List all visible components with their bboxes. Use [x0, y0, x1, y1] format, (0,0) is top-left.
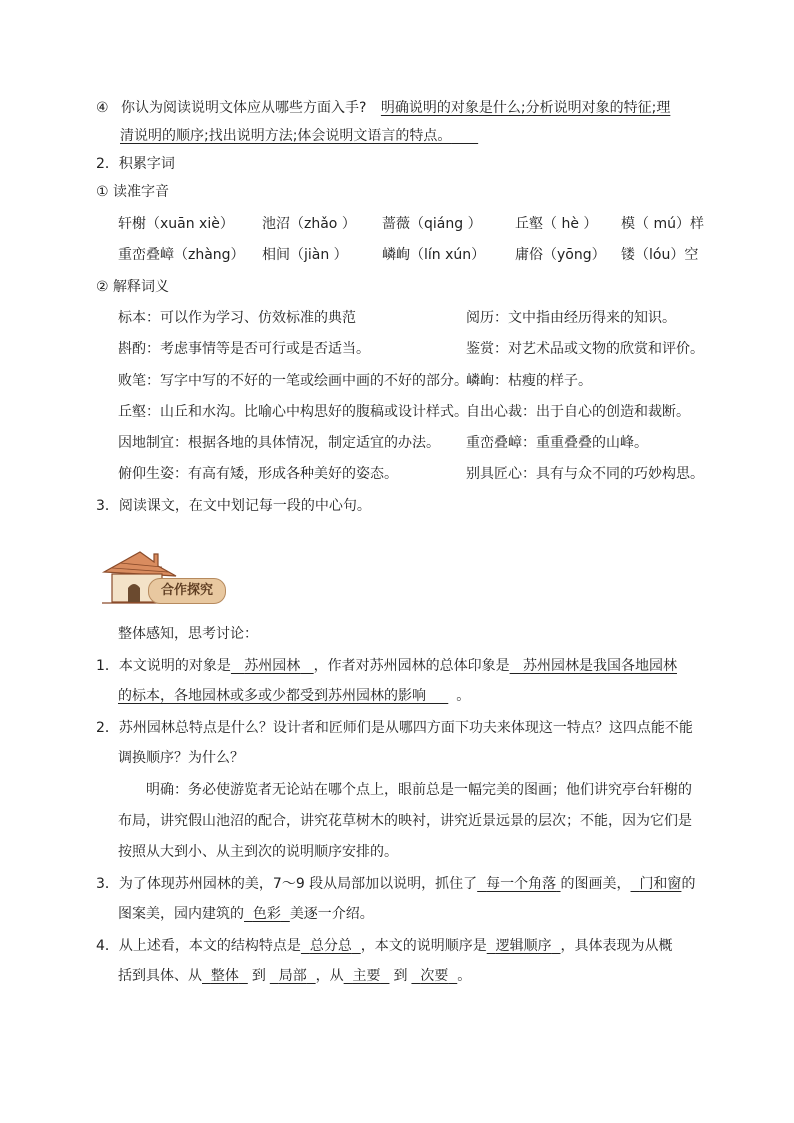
def-right-0: 阅历：文中指由经历得来的知识。 [466, 310, 676, 326]
q4-marker: ④ [96, 100, 109, 116]
def-left-5: 俯仰生姿：有高有矮，形成各种美好的姿态。 [118, 466, 398, 482]
def-right-3: 自出心裁：出于自心的创造和裁断。 [466, 404, 690, 420]
q4-answer-line1: 明确说明的对象是什么;分析说明对象的特征;理 [380, 100, 671, 116]
coop-q3-prefix: 3．为了体现苏州园林的美，7～9 段从局部加以说明，抓住了 [96, 876, 478, 892]
coop-q4-end: 。 [457, 968, 472, 984]
def-left-0: 标本：可以作为学习、仿效标准的典范 [118, 310, 356, 326]
coop-q4-line2 [118, 965, 471, 985]
coop-q2-line2: 调换顺序？为什么？ [118, 750, 244, 766]
q4-question: 你认为阅读说明文体应从哪些方面入手? [121, 100, 367, 116]
coop-q1-ans2b: 的标本，各地园林或多或少都受到苏州园林的影响 [118, 688, 426, 704]
coop-q4-prefix: 4．从上述看，本文的结构特点是 [96, 938, 301, 954]
coop-q1-line2 [118, 685, 470, 705]
q4-answer-line2: 清说明的顺序;找出说明方法;体会说明文语言的特点。 [120, 128, 452, 144]
sec2-sub1: ① 读准字音 [96, 184, 170, 200]
q4-line2 [120, 125, 478, 145]
coop-q3-mid: 的图画美， [560, 876, 631, 892]
coop-q3-line2-tail: 美逐一介绍。 [289, 906, 374, 922]
pinyin-r1-c3: 蔷薇（qiáng ） [382, 216, 482, 232]
def-right-2: 嶙峋：枯瘦的样子。 [466, 373, 592, 389]
coop-q4-to1: 到 [251, 968, 266, 984]
coop-intro: 整体感知，思考讨论： [118, 626, 258, 642]
coop-q4-line1 [96, 935, 673, 955]
coop-q3-ans1: 每一个角落 [486, 876, 557, 892]
coop-q4-ans2: 逻辑顺序 [495, 938, 552, 954]
sec2-heading: 2．积累字词 [96, 156, 175, 172]
pinyin-r2-c2: 相间（jiàn ） [262, 247, 348, 263]
coop-q4-ans4: 局部 [278, 968, 307, 984]
def-right-4: 重峦叠嶂：重重叠叠的山峰。 [466, 435, 648, 451]
coop-q4-ans5: 主要 [352, 968, 381, 984]
coop-q1-mid: ，作者对苏州园林的总体印象是 [313, 658, 510, 674]
coop-q2-line1: 2．苏州园林总特点是什么？设计者和匠师们是从哪四方面下功夫来体现这一特点？这四点能不能 [96, 720, 693, 736]
coop-q3-line1 [96, 873, 695, 893]
pinyin-r2-c3: 嶙峋（lín xún） [382, 247, 486, 263]
coop-q4-ans1: 总分总 [309, 938, 352, 954]
coop-q4-tail: ，具体表现为从概 [560, 938, 673, 954]
sec2-sub2: ② 解释词义 [96, 279, 170, 295]
def-left-2: 败笔：写字中写的不好的一笔或绘画中画的不好的部分。 [118, 373, 468, 389]
pinyin-r1-c5: 模（ mú）样 [621, 216, 704, 232]
coop-q4-to2: 到 [393, 968, 408, 984]
def-right-1: 鉴赏：对艺术品或文物的欣赏和评价。 [466, 341, 704, 357]
coop-q1-line1 [96, 655, 677, 675]
coop-q3-ans2: 门和窗 [639, 876, 682, 892]
coop-q2-ans2: 布局，讲究假山池沼的配合，讲究花草树木的映衬，讲究近景远景的层次；不能，因为它们是 [118, 813, 692, 829]
coop-q4-from2: ，从 [315, 968, 344, 984]
coop-q3-line2 [118, 903, 374, 923]
coop-q4-ans3: 整体 [210, 968, 239, 984]
coop-q1-end: 。 [456, 688, 471, 704]
def-left-4: 因地制宜：根据各地的具体情况，制定适宜的办法。 [118, 435, 440, 451]
coop-q2-ans1: 明确：务必使游览者无论站在哪个点上，眼前总是一幅完美的图画；他们讲究亭台轩榭的 [146, 782, 692, 798]
pinyin-r2-c4: 庸俗（yōng） [515, 247, 606, 263]
pinyin-r2-c5: 镂（lóu）空 [621, 247, 699, 263]
def-left-1: 斟酌：考虑事情等是否可行或是否适当。 [118, 341, 370, 357]
coop-q3-tail: 的 [681, 876, 696, 892]
def-left-3: 丘壑：山丘和水沟。比喻心中构思好的腹稿或设计样式。 [118, 404, 468, 420]
pinyin-r1-c1: 轩榭（xuān xiè） [118, 216, 234, 232]
coop-q4-mid: ，本文的说明顺序是 [360, 938, 487, 954]
sec3-text: 3．阅读课文，在文中划记每一段的中心句。 [96, 498, 371, 514]
coop-q1-ans1: 苏州园林 [244, 658, 301, 674]
coop-q3-ans3: 色彩 [252, 906, 281, 922]
coop-q1-prefix: 1．本文说明的对象是 [96, 658, 231, 674]
coop-q2-ans3: 按照从大到小、从主到次的说明顺序安排的。 [118, 844, 398, 860]
def-right-5: 别具匠心：具有与众不同的巧妙构思。 [466, 466, 704, 482]
coop-q4-line2-prefix: 括到具体、从 [118, 968, 202, 984]
pinyin-r1-c2: 池沼（zhǎo ） [262, 216, 356, 232]
coop-q4-ans6: 次要 [420, 968, 449, 984]
coop-badge-label: 合作探究 [148, 578, 226, 604]
pinyin-r2-c1: 重峦叠嶂（zhàng） [118, 247, 245, 263]
coop-q1-ans2a: 苏州园林是我国各地园林 [523, 658, 677, 674]
coop-q3-line2-prefix: 图案美，园内建筑的 [118, 906, 244, 922]
q4-line1 [96, 97, 670, 117]
pinyin-r1-c4: 丘壑（ hè ） [515, 216, 598, 232]
